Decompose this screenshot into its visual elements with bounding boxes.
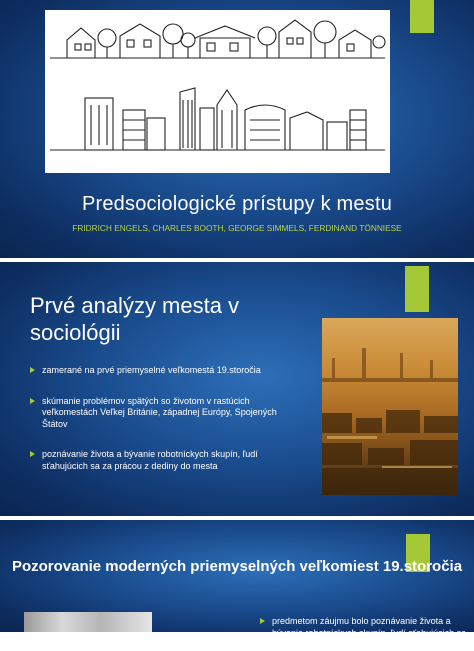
bullet-list — [30, 365, 292, 472]
slide-1-subtitle: FRIDRICH ENGELS, CHARLES BOOTH, GEORGE SIMMELS, FERDINAND TÖNNIESE — [72, 223, 402, 233]
slide-2-title: Prvé analýzy mesta v sociológii — [30, 293, 240, 345]
list-item: zamerané na prvé priemyselné veľkomestá 19.storočia — [30, 365, 292, 377]
arrow-bullet-icon — [30, 398, 35, 404]
street-photo-icon — [24, 612, 152, 632]
list-item: skúmanie problémov spätých so životom v rastúcich veľkomestách Veľkej Británie, západnej Európy, Spojených Štátov — [30, 396, 292, 431]
slide-2 — [0, 262, 474, 516]
list-item: predmetom záujmu bolo poznávanie života a bývanie robotníckych skupín, ľudí sťahujúcich sa za — [260, 616, 472, 651]
slide-1 — [0, 0, 474, 258]
slide-1-title: Predsociologické prístupy k mestu — [81, 193, 393, 215]
city-sketch-icon — [45, 10, 390, 173]
accent-bar — [410, 0, 434, 33]
accent-bar — [405, 266, 429, 312]
slide-3 — [0, 520, 474, 649]
arrow-bullet-icon — [260, 618, 265, 624]
arrow-bullet-icon — [30, 367, 35, 373]
arrow-bullet-icon — [30, 451, 35, 457]
slide-3-title: Pozorovanie moderných priemyselných veľkomiest 19.storočia — [11, 558, 463, 575]
industrial-city-photo-icon — [322, 318, 458, 495]
list-item: poznávanie života a bývanie robotníckych skupín, ľudí sťahujúcich sa za prácou z dediny do mesta — [30, 449, 292, 472]
